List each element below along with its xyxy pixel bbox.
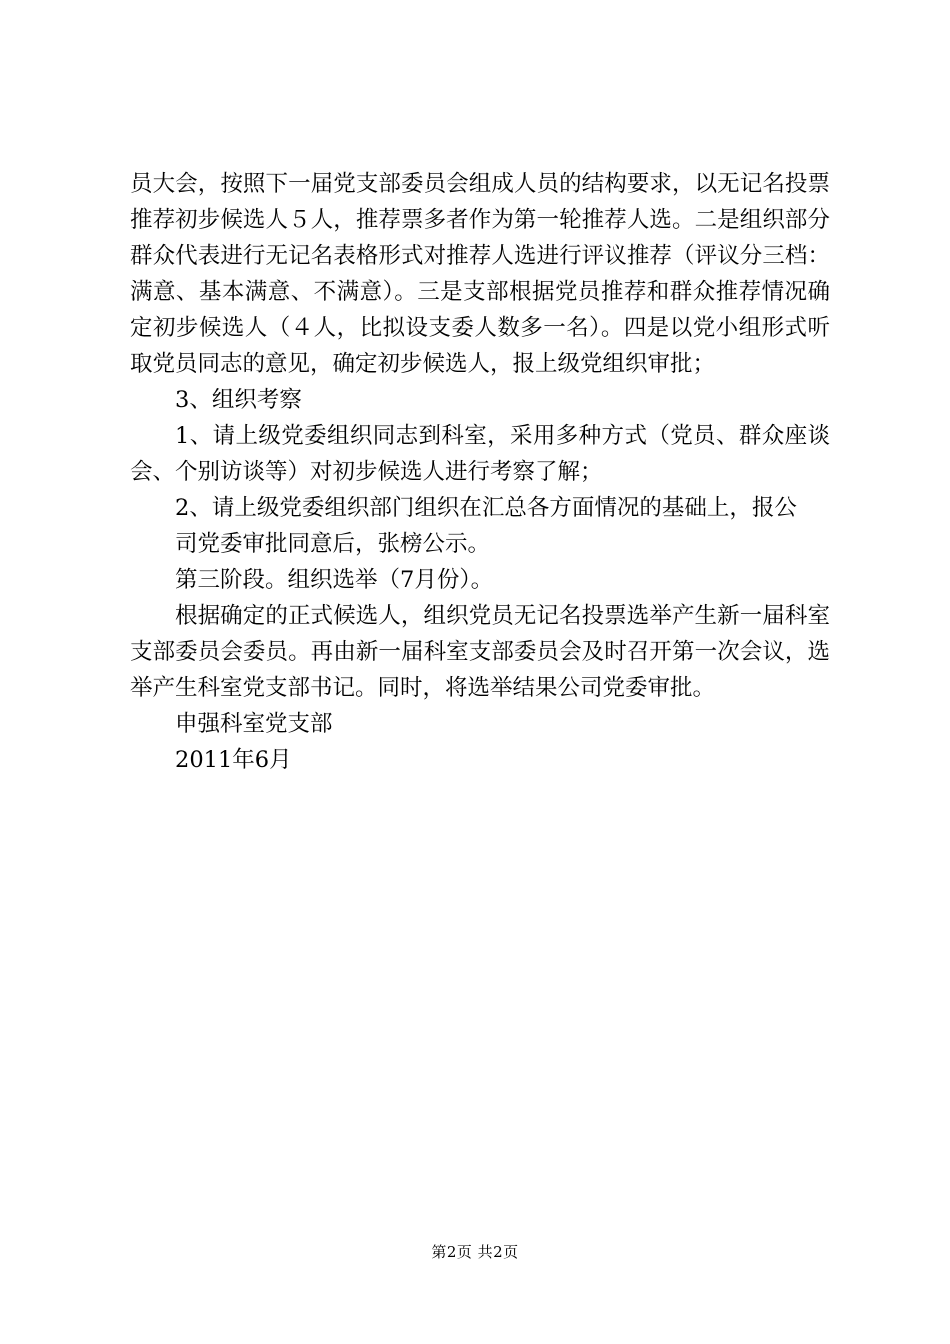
- signature-date: 2011年6月: [175, 747, 292, 773]
- paragraph-inspection-item-2: 2、请上级党委组织部门组织在汇总各方面情况的基础上，报公: [175, 495, 797, 521]
- document-body: [130, 166, 830, 778]
- signature-organization: 申强科室党支部: [175, 711, 333, 737]
- heading-stage-three: 第三阶段。组织选举（7月份）。: [175, 567, 494, 593]
- heading-organization-inspection: 3、组织考察: [175, 387, 302, 413]
- paragraph-election: 根据确定的正式候选人，组织党员无记名投票选举产生新一届科室支部委员会委员。再由新一届科室支部委员会及时召开第一次会议，选举产生科室党支部书记。同时，将选举结果公司党委审批。: [130, 603, 830, 701]
- paragraph-inspection-item-1: 1、请上级党委组织同志到科室，采用多种方式（党员、群众座谈会、个别访谈等）对初步候选人进行考察了解；: [130, 423, 830, 485]
- paragraph-nomination-process: 员大会，按照下一届党支部委员会组成人员的结构要求，以无记名投票推荐初步候选人５人，推荐票多者作为第一轮推荐人选。二是组织部分群众代表进行无记名表格形式对推荐人选进行评议推荐（评议分三档：满意、基本满意、不满意）。三是支部根据党员推荐和群众推荐情况确定初步候选人（４人，比拟设支委人数多一名）。四是以党小组形式听取党员同志的意见，确定初步候选人，报上级党组织审批；: [130, 171, 830, 377]
- page-number-footer: 第2页 共2页: [431, 1243, 519, 1261]
- paragraph-approval-publicity: 司党委审批同意后，张榜公示。: [175, 531, 491, 557]
